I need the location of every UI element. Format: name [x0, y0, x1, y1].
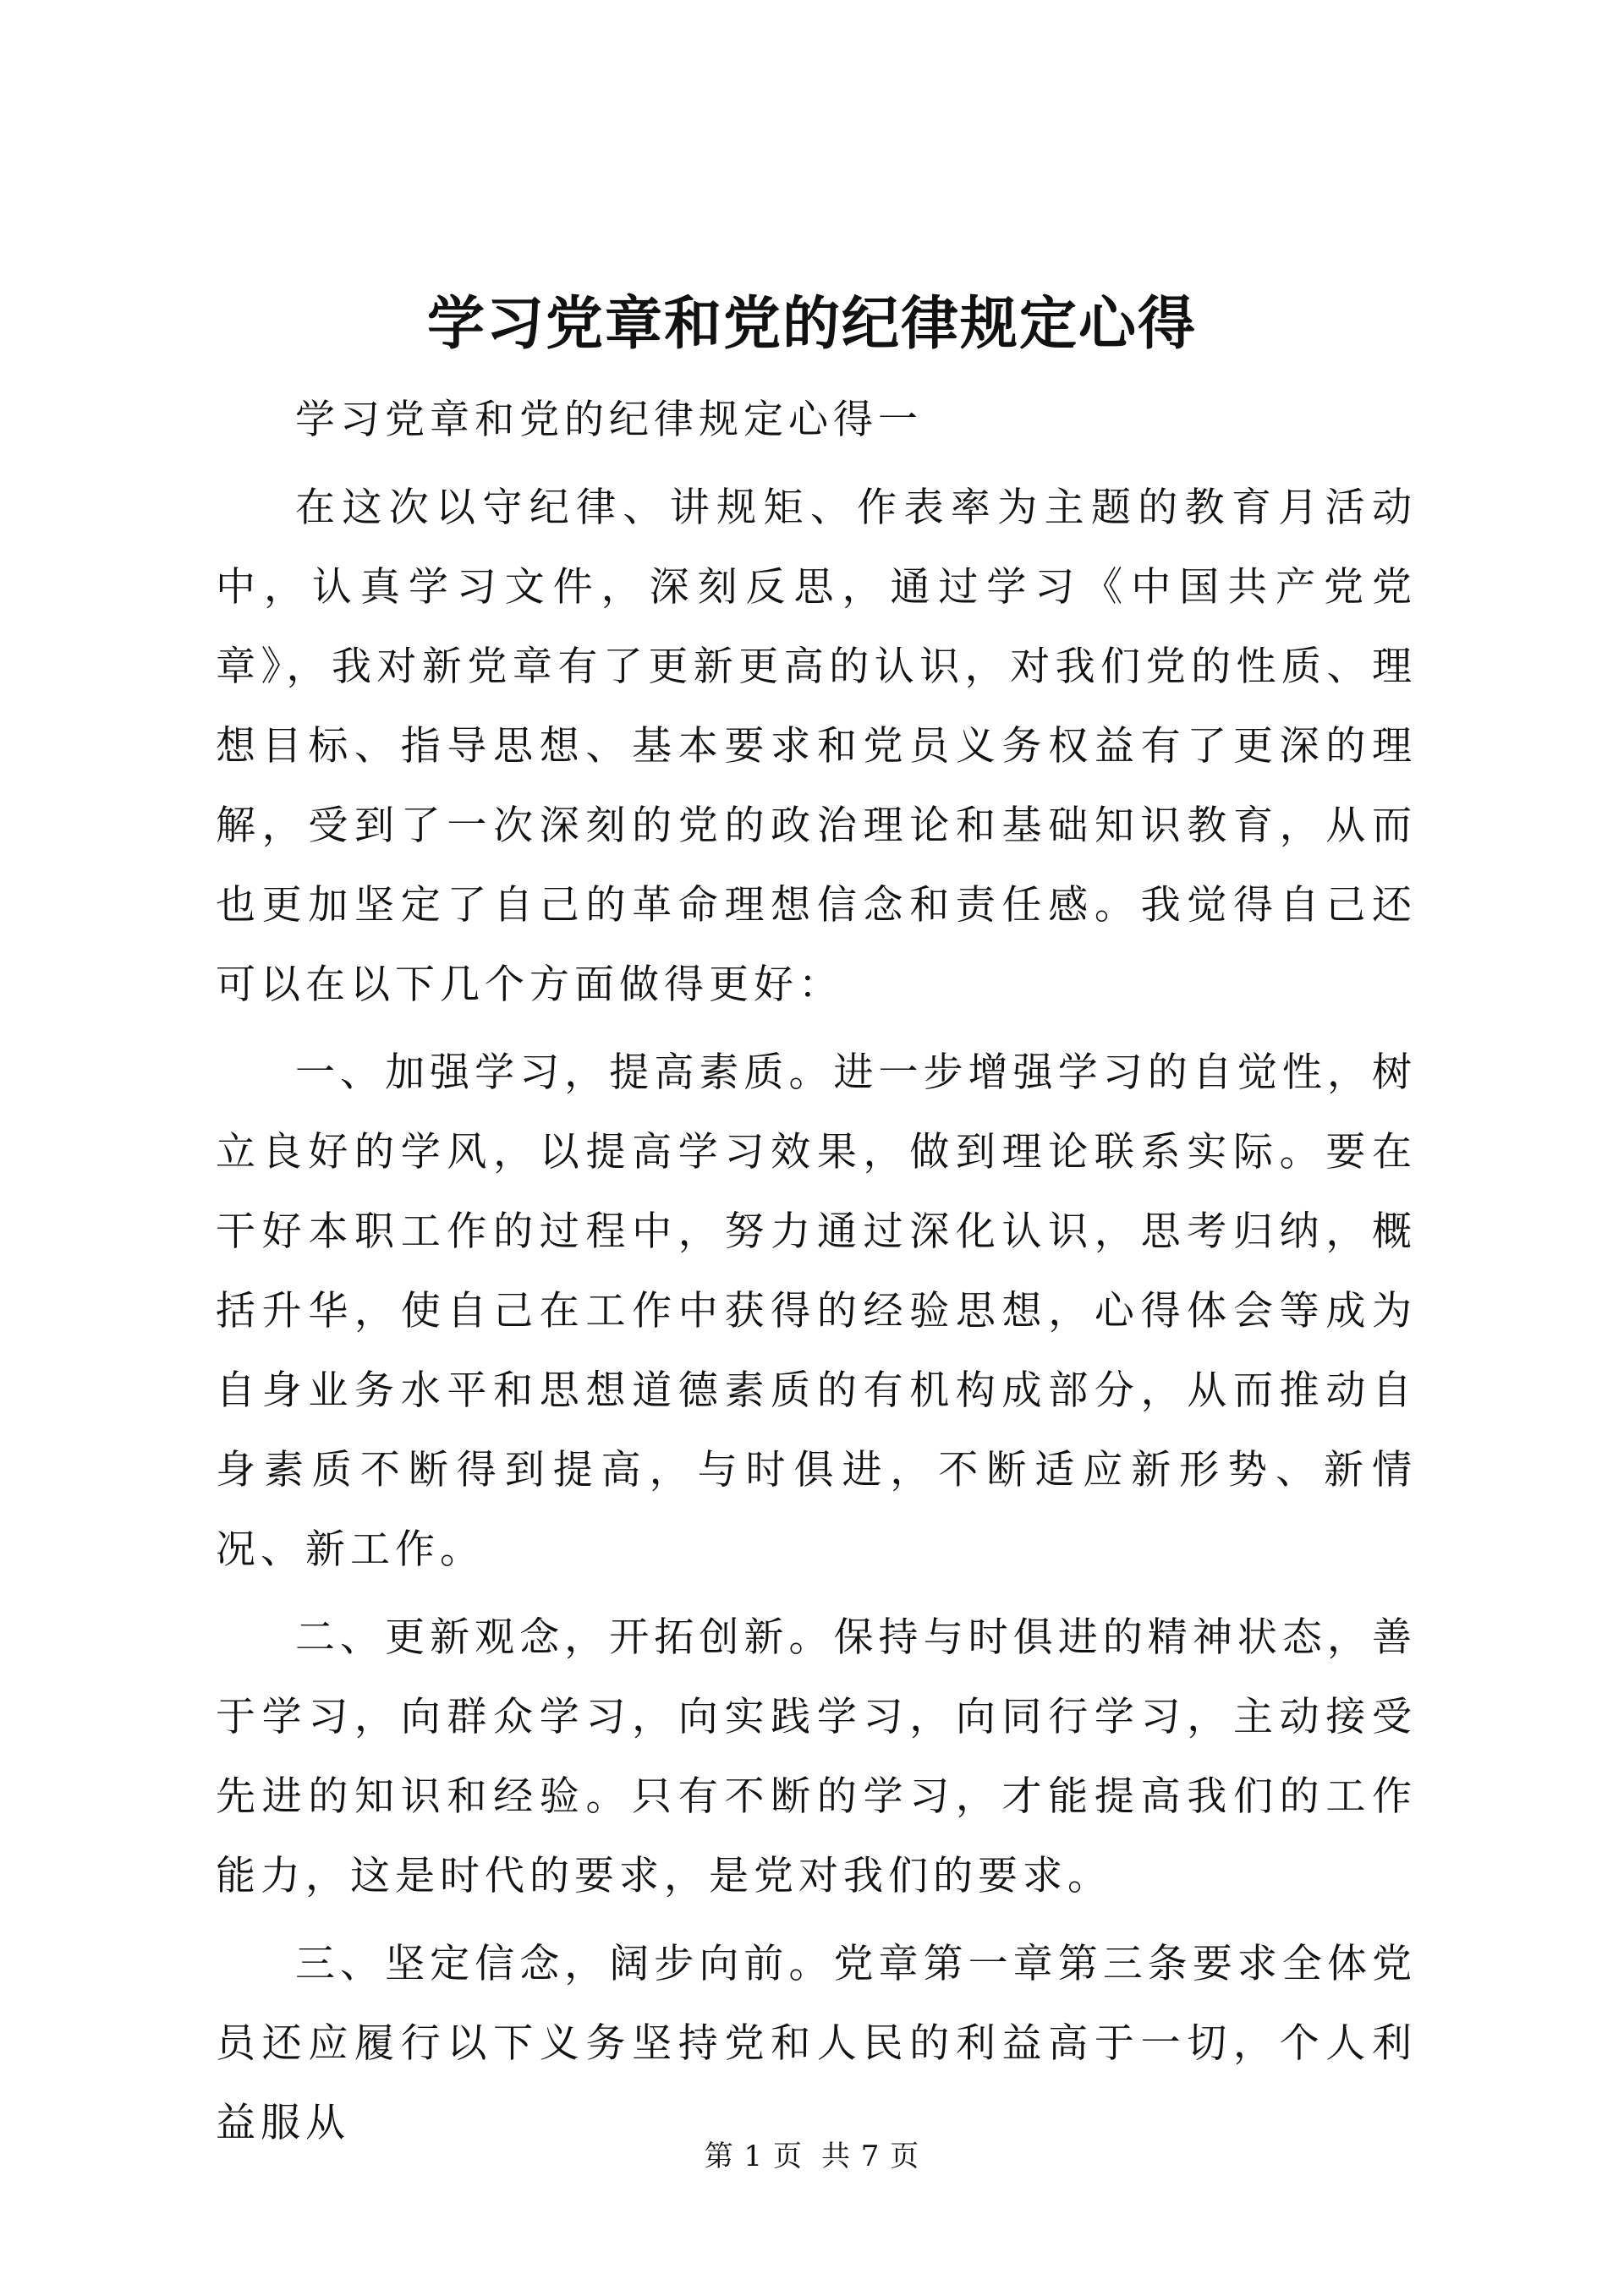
paragraph-intro: 在这次以守纪律、讲规矩、作表率为主题的教育月活动中，认真学习文件，深刻反思，通过学习《中国共产党党章》，我对新党章有了更新更高的认识，对我们党的性质、理想目标、指导思想、基本要求和党员义务权益有了更深的理解，受到了一次深刻的党的政治理论和基础知识教育，从而也更加坚定了自己的革命理想信念和责任感。我觉得自己还可以在以下几个方面做得更好： [216, 485, 1417, 1008]
page-footer [0, 2138, 1624, 2175]
total-pages: 共 7 页 [821, 2140, 920, 2173]
page-number: 第 1 页 [704, 2140, 803, 2173]
document-body [216, 381, 1417, 2163]
paragraph-section-one: 一、加强学习，提高素质。进一步增强学习的自觉性，树立良好的学风，以提高学习效果，做到理论联系实际。要在干好本职工作的过程中，努力通过深化认识，思考归纳，概括升华，使自己在工作中获得的经验思想，心得体会等成为自身业务水平和思想道德素质的有机构成部分，从而推动自身素质不断得到提高，与时俱进，不断适应新形势、新情况、新工作。 [216, 1049, 1417, 1573]
subtitle-paragraph: 学习党章和党的纪律规定心得一 [295, 397, 923, 443]
paragraph-section-two: 二、更新观念，开拓创新。保持与时俱进的精神状态，善于学习，向群众学习，向实践学习，向同行学习，主动接受先进的知识和经验。只有不断的学习，才能提高我们的工作能力，这是时代的要求，是党对我们的要求。 [216, 1614, 1417, 1899]
paragraph-section-three: 三、坚定信念，阔步向前。党章第一章第三条要求全体党员还应履行以下义务坚持党和人民的利益高于一切，个人利益服从 [216, 1941, 1417, 2146]
page-title: 学习党章和党的纪律规定心得 [426, 290, 1197, 358]
